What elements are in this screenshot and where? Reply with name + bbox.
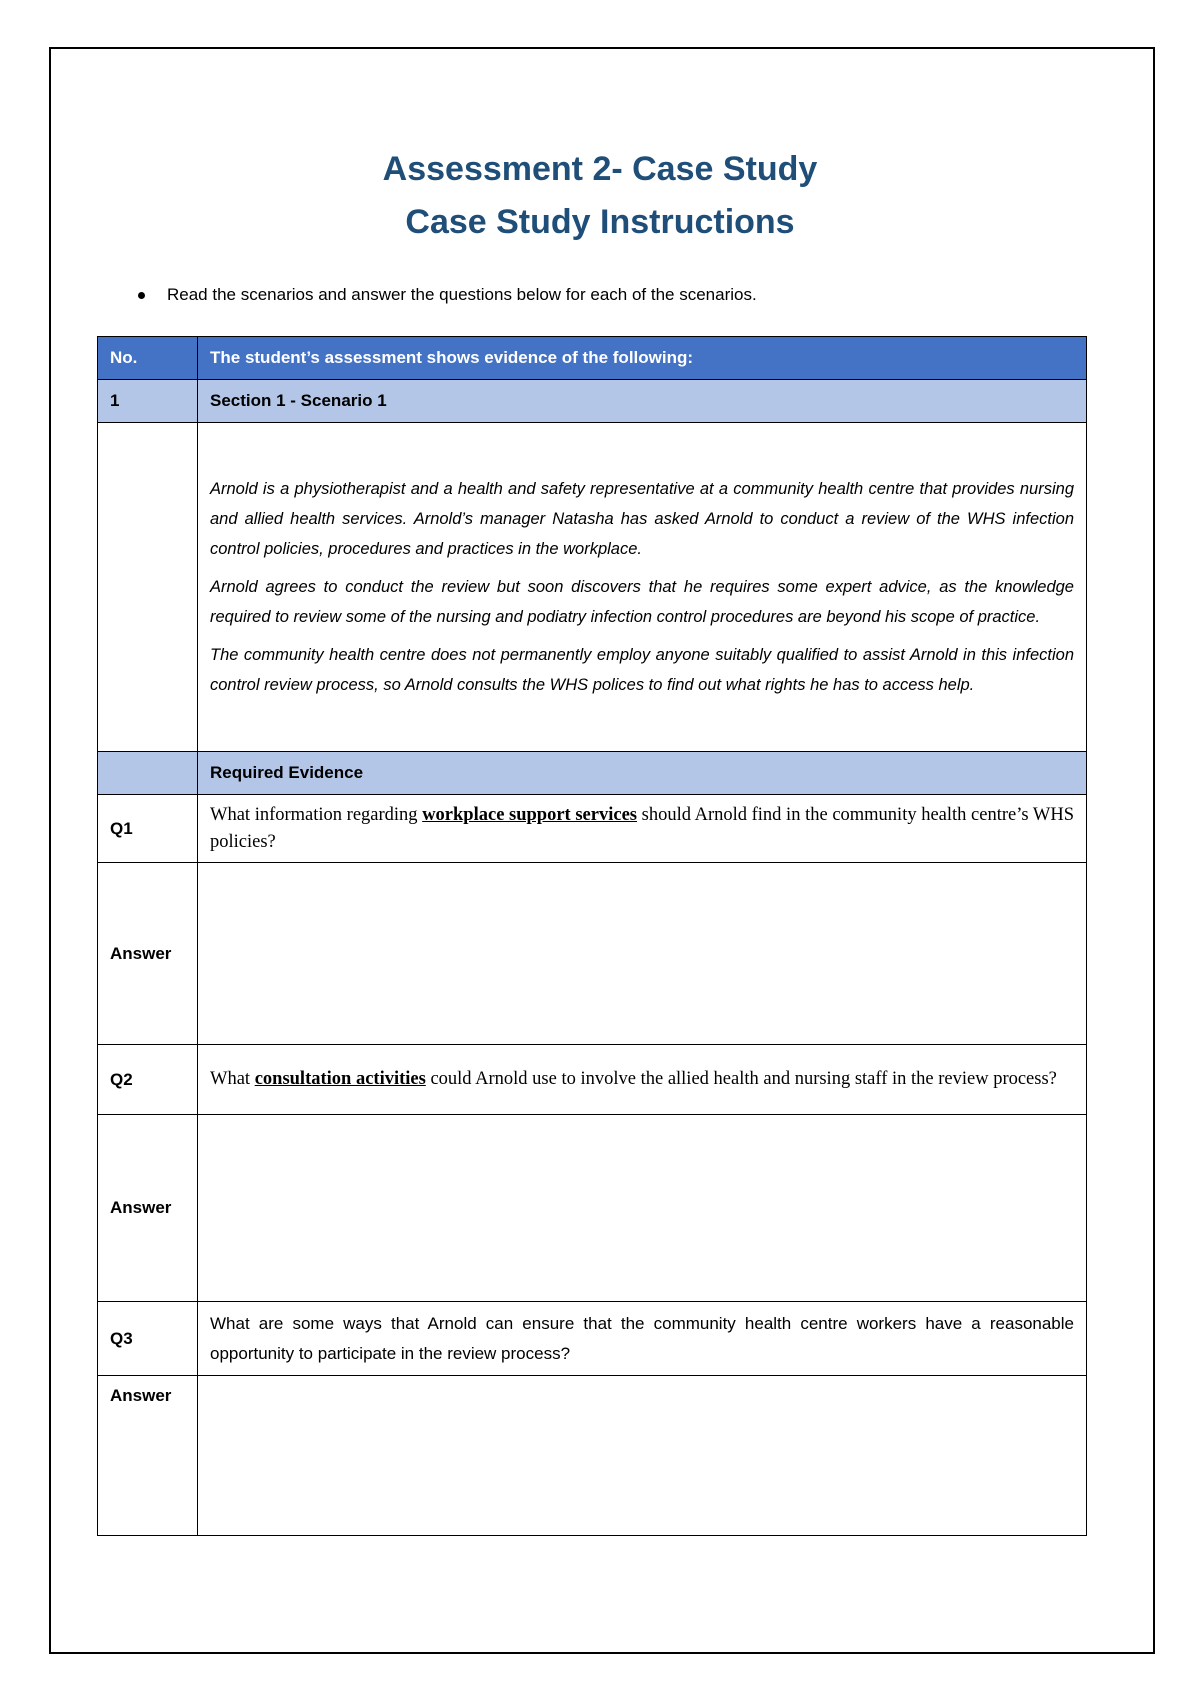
page-subtitle: Case Study Instructions	[405, 203, 795, 241]
required-evidence-label: Required Evidence	[198, 752, 1087, 795]
question-text: What information regarding workplace support services should Arnold find in the community health centre’s WHS policies?	[198, 795, 1087, 863]
header-no: No.	[98, 337, 198, 380]
question-emphasis: workplace support services	[422, 804, 637, 825]
question-row	[98, 1045, 1087, 1115]
answer-label: Answer	[98, 863, 198, 1045]
header-evidence: The student’s assessment shows evidence of the following:	[198, 337, 1087, 380]
instruction-bullet	[138, 285, 757, 305]
scenario-text	[198, 423, 1087, 752]
question-id: Q2	[98, 1045, 198, 1115]
answer-label: Answer	[98, 1376, 198, 1536]
answer-field[interactable]	[198, 1376, 1087, 1536]
assessment-table	[97, 336, 1087, 1536]
answer-row	[98, 863, 1087, 1045]
scenario-paragraph: Arnold agrees to conduct the review but soon discovers that he requires some expert advice, as the knowledge required to review some of the nursing and podiatry infection control procedures are beyond his scope of practice.	[210, 578, 1074, 626]
section-row	[98, 380, 1087, 423]
bullet-icon	[138, 292, 145, 299]
section-no: 1	[98, 380, 198, 423]
required-evidence-row	[98, 752, 1087, 795]
answer-field[interactable]	[198, 1115, 1087, 1302]
question-id: Q3	[98, 1302, 198, 1376]
question-emphasis: consultation activities	[254, 1069, 426, 1089]
page-title: Assessment 2- Case Study	[382, 150, 818, 188]
question-text: What are some ways that Arnold can ensure that the community health centre workers have a reasonable opportunity to participate in the review process?	[198, 1302, 1087, 1376]
question-row	[98, 1302, 1087, 1376]
section-label: Section 1 - Scenario 1	[198, 380, 1087, 423]
answer-row	[98, 1115, 1087, 1302]
answer-row	[98, 1376, 1087, 1536]
table-header-row	[98, 337, 1087, 380]
instruction-text: Read the scenarios and answer the questions below for each of the scenarios.	[167, 285, 757, 304]
scenario-paragraph: The community health centre does not permanently employ anyone suitably qualified to assist Arnold in this infection control review process, so Arnold consults the WHS polices to find out what rights he has to access help.	[210, 646, 1074, 694]
answer-field[interactable]	[198, 863, 1087, 1045]
question-row	[98, 795, 1087, 863]
scenario-paragraph: Arnold is a physiotherapist and a health and safety representative at a community health centre that provides nursing and allied health services. Arnold’s manager Natasha has asked Arnold to conduct a review of the WHS infection control policies, procedures and practices in the workplace.	[210, 480, 1074, 558]
scenario-row	[98, 423, 1087, 752]
question-text: What consultation activities could Arnold use to involve the allied health and nursing staff in the review process?	[198, 1045, 1087, 1115]
answer-label: Answer	[98, 1115, 198, 1302]
question-id: Q1	[98, 795, 198, 863]
